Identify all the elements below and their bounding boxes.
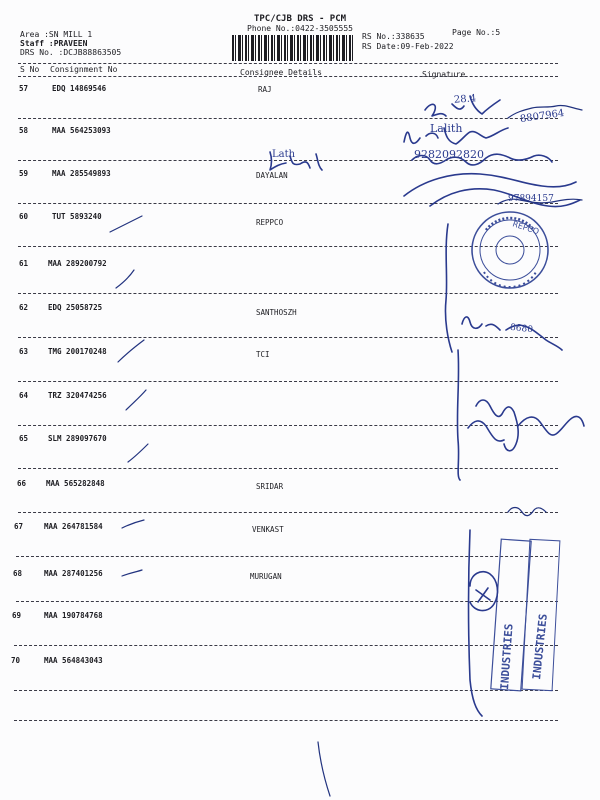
row-consignee: SRIDAR [256,482,284,491]
table-row [0,122,600,170]
handwritten-note-7: 8680 [509,322,534,336]
row-consignment: TMG 200170248 [48,347,107,356]
table-row [0,656,600,700]
row-consignment: MAA 564253093 [52,126,111,135]
stamp-text: REPCO [511,219,541,237]
row-consignment: MAA 285549893 [52,169,111,178]
row-divider [14,720,558,721]
handwritten-note-1: 28.4 [453,93,477,106]
page-number: Page No.:5 [452,28,501,37]
row-divider [18,381,558,382]
row-divider [18,425,558,426]
row-consignment: TRZ 320474256 [48,391,107,400]
row-consignment: SLM 289097670 [48,434,107,443]
row-consignment: MAA 287401256 [44,569,103,578]
rs-number: RS No.:338635 [362,32,425,41]
row-consignee: DAYALAN [256,171,288,180]
table-row [0,169,600,213]
row-divider [18,293,558,294]
row-consignee: MURUGAN [250,572,282,581]
row-sno: 57 [19,84,29,93]
row-consignee: SANTHOSZH [256,308,297,317]
columns-divider [18,76,558,77]
handwritten-note-6: Lath [272,149,296,160]
row-sno: 65 [19,434,29,443]
row-consignee: VENKAST [252,525,284,534]
row-consignment: EDQ 14869546 [52,84,107,93]
row-consignee: RAJ [258,85,272,94]
row-consignment: MAA 289200792 [48,259,107,268]
handwritten-note-4: 9282092820 [414,148,484,161]
table-row [0,212,600,256]
row-divider [18,468,558,469]
row-consignment: MAA 565282848 [46,479,105,488]
col-sno: S No [20,65,40,74]
drs-number: DRS No. :DCJB88863505 [20,48,122,57]
table-row [0,259,600,303]
col-consignee: Consignee Details [240,68,322,77]
row-sno: 63 [19,347,29,356]
table-row [0,347,600,391]
table-row [0,611,600,655]
row-divider [14,645,558,646]
handwritten-note-5: 97894157 [508,194,554,204]
row-sno: 69 [12,611,22,620]
row-divider [18,512,558,513]
row-divider [18,337,558,338]
row-consignment: TUT 5893240 [52,212,102,221]
handwritten-stroke [318,742,330,796]
row-sno: 67 [14,522,24,531]
table-row [0,391,600,435]
row-consignment: MAA 564843043 [44,656,103,665]
table-row [0,569,600,613]
phone-number: Phone No.:0422-3505555 [247,24,353,33]
row-sno: 58 [19,126,29,135]
row-divider [16,556,558,557]
row-sno: 62 [19,303,29,312]
staff-label: Staff :PRAVEEN [20,39,88,48]
row-consignee: REPPCO [256,218,284,227]
row-divider [18,203,558,204]
barcode [232,35,354,61]
table-row [0,84,600,128]
row-divider [16,601,558,602]
row-sno: 59 [19,169,29,178]
row-sno: 60 [19,212,29,221]
handwritten-note-3: Lalith [430,122,463,135]
row-divider [14,690,558,691]
stamp-text-industries: INDUSTRIES [498,623,516,691]
header-divider [18,63,558,64]
rs-date: RS Date:09-Feb-2022 [362,42,454,51]
col-consignment: Consignment No [50,65,118,74]
handwritten-note-2: 8807964 [519,107,566,126]
table-row [0,434,600,478]
row-sno: 61 [19,259,29,268]
table-row [0,479,600,523]
row-sno: 68 [13,569,23,578]
row-divider [18,118,558,119]
row-sno: 66 [17,479,27,488]
row-sno: 64 [19,391,29,400]
sheet-title: TPC/CJB DRS - PCM [253,14,347,24]
row-sno: 70 [11,656,21,665]
row-consignee: TCI [256,350,270,359]
row-consignment: EDQ 25058725 [48,303,103,312]
row-consignment: MAA 190784768 [44,611,103,620]
table-row [0,522,600,566]
stamp-text-industries-2: INDUSTRIES [530,613,550,681]
row-divider [18,246,558,247]
row-consignment: MAA 264781584 [44,522,103,531]
col-signature: Signature [422,70,466,79]
area-label: Area :SN MILL 1 [20,30,93,39]
